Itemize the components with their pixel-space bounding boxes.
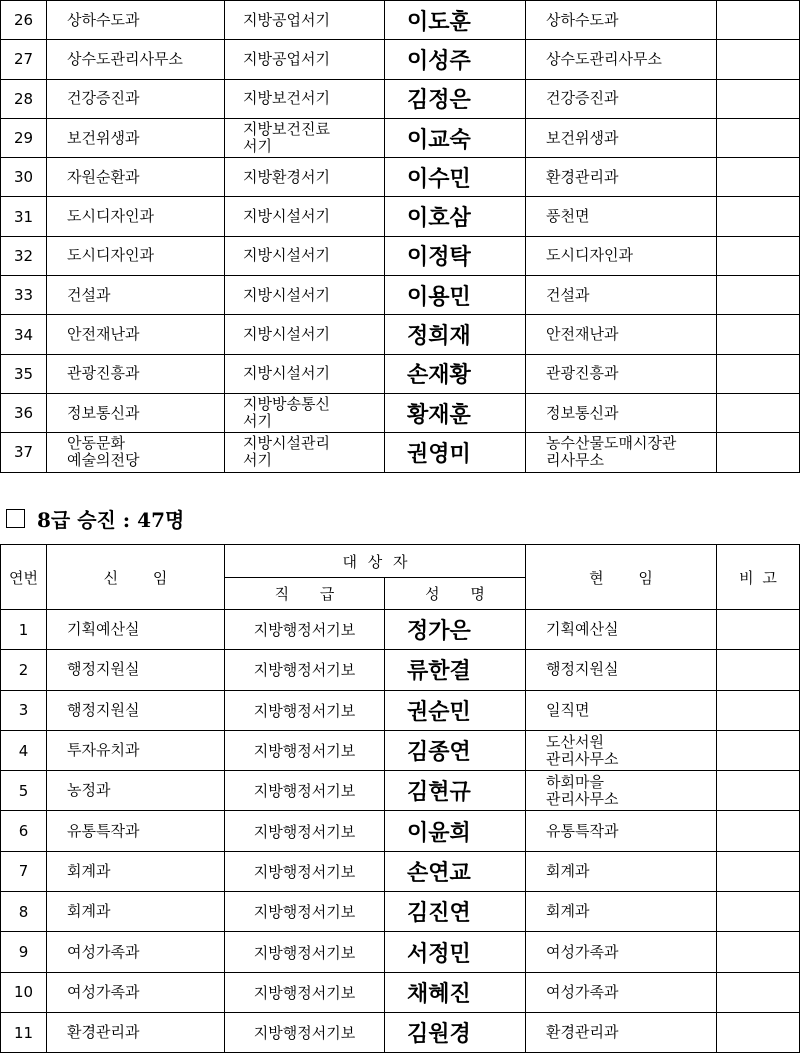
grade-cell (225, 158, 385, 197)
cell-text-line: 지방시설서기 (243, 325, 330, 344)
note-cell (717, 730, 800, 770)
table-row (1, 1, 800, 40)
grade-cell (225, 315, 385, 354)
promotion-table-continued (0, 0, 800, 473)
note-cell (717, 236, 800, 275)
new-post-cell (47, 811, 225, 851)
cell-text-line: 예술의전당 (67, 451, 140, 470)
table-row (1, 79, 800, 118)
cell-text-line: 지방공업서기 (243, 10, 330, 29)
note-cell (717, 40, 800, 79)
cell-text-line: 건설과 (546, 285, 590, 304)
person-name: 권순민 (385, 690, 526, 730)
note-cell (717, 851, 800, 891)
row-number: 5 (1, 771, 47, 811)
current-post-cell (526, 315, 717, 354)
grade-cell (225, 393, 385, 432)
cell-text-line: 건강증진과 (67, 89, 140, 108)
new-post-cell (47, 79, 225, 118)
current-post-cell (526, 610, 717, 650)
person-name: 류한결 (385, 650, 526, 690)
cell-text-line: 정보통신과 (546, 403, 619, 422)
new-post-cell (47, 610, 225, 650)
table-row (1, 851, 800, 891)
cell-text-line: 상수도관리사무소 (67, 49, 183, 68)
grade-cell (225, 276, 385, 315)
current-post-cell (526, 972, 717, 1012)
new-post-cell (47, 730, 225, 770)
row-number: 33 (1, 276, 47, 315)
new-post-cell (47, 158, 225, 197)
new-post-cell (47, 771, 225, 811)
cell-text-line: 안전재난과 (546, 325, 619, 344)
cell-text-line: 상수도관리사무소 (546, 49, 662, 68)
row-number: 37 (1, 433, 47, 472)
new-post-cell (47, 393, 225, 432)
cell-text-line: 유통특작과 (546, 821, 619, 840)
person-name: 김진연 (385, 892, 526, 932)
note-cell (717, 610, 800, 650)
cell-text-line: 서기 (243, 137, 272, 156)
grade-cell (225, 40, 385, 79)
table-row (1, 433, 800, 472)
cell-text-line: 유통특작과 (67, 821, 140, 840)
grade-cell: 지방행정서기보 (225, 892, 385, 932)
person-name: 황재훈 (385, 393, 526, 432)
grade-cell: 지방행정서기보 (225, 851, 385, 891)
current-post-cell (526, 1, 717, 40)
current-post-cell (526, 79, 717, 118)
table-row (1, 690, 800, 730)
row-number: 2 (1, 650, 47, 690)
table-row (1, 972, 800, 1012)
promotion-table-grade8 (0, 544, 800, 1053)
new-post-cell (47, 932, 225, 972)
header-target: 대 상 자 (225, 545, 526, 578)
cell-text-line: 여성가족과 (546, 982, 619, 1001)
row-number: 34 (1, 315, 47, 354)
person-name: 채혜진 (385, 972, 526, 1012)
header-current-post: 현 임 (526, 545, 717, 610)
cell-text-line: 지방시설서기 (243, 364, 330, 383)
table-row (1, 892, 800, 932)
person-name: 이도훈 (385, 1, 526, 40)
header-note: 비 고 (717, 545, 800, 610)
cell-text-line: 건설과 (67, 285, 111, 304)
new-post-cell (47, 276, 225, 315)
cell-text-line: 서기 (243, 451, 272, 470)
table-row (1, 315, 800, 354)
current-post-cell (526, 892, 717, 932)
cell-text-line: 풍천면 (546, 207, 590, 226)
note-cell (717, 811, 800, 851)
note-cell (717, 118, 800, 157)
row-number: 27 (1, 40, 47, 79)
row-number: 8 (1, 892, 47, 932)
cell-text-line: 회계과 (546, 861, 590, 880)
cell-text-line: 회계과 (67, 861, 111, 880)
note-cell (717, 315, 800, 354)
person-name: 김원경 (385, 1012, 526, 1052)
cell-text-line: 행정지원실 (546, 660, 619, 679)
note-cell (717, 197, 800, 236)
person-name: 이윤희 (385, 811, 526, 851)
row-number: 6 (1, 811, 47, 851)
note-cell (717, 1012, 800, 1052)
cell-text-line: 기획예산실 (67, 620, 140, 639)
table-row (1, 354, 800, 393)
new-post-cell (47, 892, 225, 932)
header-no: 연번 (1, 545, 47, 610)
cell-text-line: 하회마을 (546, 772, 604, 791)
grade-cell: 지방행정서기보 (225, 972, 385, 1012)
table-row (1, 197, 800, 236)
section-title (6, 503, 184, 533)
note-cell (717, 690, 800, 730)
new-post-cell (47, 972, 225, 1012)
row-number: 9 (1, 932, 47, 972)
cell-text-line: 환경관리과 (546, 1023, 619, 1042)
row-number: 30 (1, 158, 47, 197)
note-cell (717, 393, 800, 432)
cell-text-line: 안전재난과 (67, 325, 140, 344)
note-cell (717, 433, 800, 472)
note-cell (717, 972, 800, 1012)
table-row (1, 932, 800, 972)
current-post-cell (526, 771, 717, 811)
note-cell (717, 1, 800, 40)
person-name: 이수민 (385, 158, 526, 197)
checkbox-square-icon (6, 509, 25, 528)
grade-cell (225, 236, 385, 275)
current-post-cell (526, 932, 717, 972)
row-number: 26 (1, 1, 47, 40)
current-post-cell (526, 851, 717, 891)
note-cell (717, 354, 800, 393)
table-row (1, 40, 800, 79)
section-title-text: 8급 승진 : 47명 (37, 507, 185, 532)
cell-text-line: 자원순환과 (67, 167, 140, 186)
cell-text-line: 안동문화 (67, 434, 125, 453)
cell-text-line: 지방시설서기 (243, 285, 330, 304)
cell-text-line: 관리사무소 (546, 749, 619, 768)
person-name: 이정탁 (385, 236, 526, 275)
note-cell (717, 650, 800, 690)
header-grade: 직 급 (225, 578, 385, 610)
row-number: 10 (1, 972, 47, 1012)
current-post-cell (526, 811, 717, 851)
new-post-cell (47, 236, 225, 275)
person-name: 손재황 (385, 354, 526, 393)
person-name: 이교숙 (385, 118, 526, 157)
cell-text-line: 일직면 (546, 700, 590, 719)
cell-text-line: 지방방송통신 (243, 395, 330, 414)
cell-text-line: 환경관리과 (67, 1023, 140, 1042)
table-row (1, 236, 800, 275)
table-row (1, 811, 800, 851)
grade-cell: 지방행정서기보 (225, 811, 385, 851)
note-cell (717, 79, 800, 118)
current-post-cell (526, 433, 717, 472)
grade-cell: 지방행정서기보 (225, 932, 385, 972)
new-post-cell (47, 197, 225, 236)
cell-text-line: 행정지원실 (67, 700, 140, 719)
note-cell (717, 932, 800, 972)
cell-text-line: 도산서원 (546, 732, 604, 751)
row-number: 28 (1, 79, 47, 118)
grade-cell (225, 1, 385, 40)
person-name: 손연교 (385, 851, 526, 891)
table-row (1, 393, 800, 432)
header-new-post: 신 임 (47, 545, 225, 610)
grade-cell (225, 79, 385, 118)
cell-text-line: 기획예산실 (546, 620, 619, 639)
cell-text-line: 지방시설서기 (243, 246, 330, 265)
cell-text-line: 회계과 (67, 902, 111, 921)
cell-text-line: 행정지원실 (67, 660, 140, 679)
cell-text-line: 투자유치과 (67, 741, 140, 760)
table-row (1, 730, 800, 770)
grade-cell: 지방행정서기보 (225, 690, 385, 730)
table-row (1, 158, 800, 197)
row-number: 29 (1, 118, 47, 157)
grade-cell: 지방행정서기보 (225, 730, 385, 770)
note-cell (717, 158, 800, 197)
cell-text-line: 서기 (243, 412, 272, 431)
cell-text-line: 도시디자인과 (67, 207, 154, 226)
table-row (1, 610, 800, 650)
cell-text-line: 관광진흥과 (546, 364, 619, 383)
row-number: 3 (1, 690, 47, 730)
person-name: 김정은 (385, 79, 526, 118)
row-number: 1 (1, 610, 47, 650)
grade-cell (225, 197, 385, 236)
table-row (1, 118, 800, 157)
row-number: 36 (1, 393, 47, 432)
new-post-cell (47, 1, 225, 40)
new-post-cell (47, 40, 225, 79)
new-post-cell (47, 433, 225, 472)
current-post-cell (526, 393, 717, 432)
person-name: 이성주 (385, 40, 526, 79)
current-post-cell (526, 236, 717, 275)
current-post-cell (526, 197, 717, 236)
person-name: 정희재 (385, 315, 526, 354)
row-number: 11 (1, 1012, 47, 1052)
cell-text-line: 여성가족과 (546, 942, 619, 961)
cell-text-line: 도시디자인과 (546, 246, 633, 265)
grade-cell (225, 354, 385, 393)
cell-text-line: 상하수도과 (67, 10, 140, 29)
grade-cell: 지방행정서기보 (225, 1012, 385, 1052)
table-row (1, 1012, 800, 1052)
cell-text-line: 여성가족과 (67, 982, 140, 1001)
cell-text-line: 지방환경서기 (243, 167, 330, 186)
cell-text-line: 관리사무소 (546, 789, 619, 808)
note-cell (717, 771, 800, 811)
grade-cell: 지방행정서기보 (225, 610, 385, 650)
cell-text-line: 보건위생과 (67, 128, 140, 147)
new-post-cell (47, 650, 225, 690)
current-post-cell (526, 1012, 717, 1052)
table-row (1, 771, 800, 811)
person-name: 김현규 (385, 771, 526, 811)
note-cell (717, 276, 800, 315)
current-post-cell (526, 354, 717, 393)
current-post-cell (526, 650, 717, 690)
cell-text-line: 정보통신과 (67, 403, 140, 422)
new-post-cell (47, 354, 225, 393)
grade-cell (225, 433, 385, 472)
cell-text-line: 보건위생과 (546, 128, 619, 147)
person-name: 서정민 (385, 932, 526, 972)
new-post-cell (47, 118, 225, 157)
table-row (1, 276, 800, 315)
current-post-cell (526, 40, 717, 79)
row-number: 35 (1, 354, 47, 393)
current-post-cell (526, 730, 717, 770)
cell-text-line: 여성가족과 (67, 942, 140, 961)
person-name: 권영미 (385, 433, 526, 472)
person-name: 김종연 (385, 730, 526, 770)
cell-text-line: 상하수도과 (546, 10, 619, 29)
cell-text-line: 지방시설관리 (243, 434, 330, 453)
new-post-cell (47, 851, 225, 891)
note-cell (717, 892, 800, 932)
current-post-cell (526, 690, 717, 730)
cell-text-line: 건강증진과 (546, 89, 619, 108)
row-number: 7 (1, 851, 47, 891)
grade-cell: 지방행정서기보 (225, 771, 385, 811)
current-post-cell (526, 276, 717, 315)
cell-text-line: 지방시설서기 (243, 207, 330, 226)
person-name: 이용민 (385, 276, 526, 315)
row-number: 4 (1, 730, 47, 770)
cell-text-line: 농정과 (67, 781, 111, 800)
cell-text-line: 농수산물도매시장관 (546, 434, 677, 453)
new-post-cell (47, 1012, 225, 1052)
row-number: 32 (1, 236, 47, 275)
grade-cell: 지방행정서기보 (225, 650, 385, 690)
cell-text-line: 도시디자인과 (67, 246, 154, 265)
current-post-cell (526, 158, 717, 197)
cell-text-line: 회계과 (546, 902, 590, 921)
cell-text-line: 지방공업서기 (243, 49, 330, 68)
cell-text-line: 지방보건서기 (243, 89, 330, 108)
new-post-cell (47, 690, 225, 730)
cell-text-line: 지방보건진료 (243, 120, 330, 139)
cell-text-line: 환경관리과 (546, 167, 619, 186)
person-name: 정가은 (385, 610, 526, 650)
person-name: 이호삼 (385, 197, 526, 236)
cell-text-line: 관광진흥과 (67, 364, 140, 383)
row-number: 31 (1, 197, 47, 236)
grade-cell (225, 118, 385, 157)
current-post-cell (526, 118, 717, 157)
cell-text-line: 리사무소 (546, 451, 604, 470)
new-post-cell (47, 315, 225, 354)
table-row (1, 650, 800, 690)
header-name: 성 명 (385, 578, 526, 610)
